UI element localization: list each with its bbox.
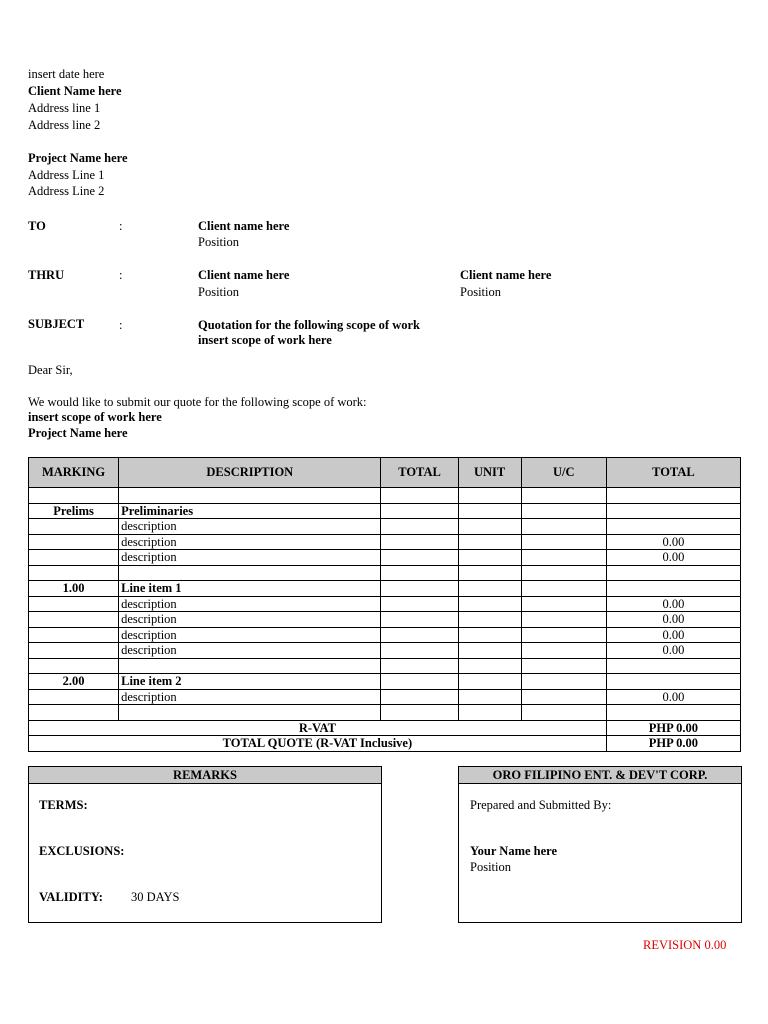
table-row <box>29 596 741 612</box>
project-address-2: Address Line 2 <box>28 184 105 198</box>
row-total-qty <box>381 534 458 550</box>
row-marking <box>29 565 119 581</box>
row-total-amount: 0.00 <box>606 643 740 659</box>
scope-text: insert scope of work here <box>28 410 162 424</box>
row-unit-cost <box>521 627 606 643</box>
row-total-qty <box>381 565 458 581</box>
row-total-qty <box>381 674 458 690</box>
row-total-qty <box>381 689 458 705</box>
row-unit-cost <box>521 596 606 612</box>
table-row <box>29 550 741 566</box>
header-unit-cost: U/C <box>521 458 606 488</box>
intro-text: We would like to submit our quote for the following scope of work: <box>28 395 367 409</box>
row-unit-cost <box>521 534 606 550</box>
row-description: description <box>119 534 381 550</box>
table-row <box>29 643 741 659</box>
validity-label: VALIDITY: <box>39 890 103 904</box>
to-colon: : <box>119 219 123 233</box>
row-total-qty <box>381 503 458 519</box>
row-total-amount: 0.00 <box>606 689 740 705</box>
row-unit <box>458 705 521 721</box>
project-address-1: Address Line 1 <box>28 168 105 182</box>
row-description: Line item 1 <box>119 581 381 597</box>
row-unit-cost <box>521 643 606 659</box>
row-unit <box>458 643 521 659</box>
row-marking <box>29 488 119 504</box>
client-address-1: Address line 1 <box>28 101 101 115</box>
preparer-position: Position <box>470 860 511 874</box>
row-unit <box>458 658 521 674</box>
table-row <box>29 565 741 581</box>
rvat-label: R-VAT <box>29 720 607 736</box>
to-label: TO <box>28 219 46 233</box>
header-total-qty: TOTAL <box>381 458 458 488</box>
row-total-amount <box>606 658 740 674</box>
row-total-qty <box>381 705 458 721</box>
row-unit <box>458 534 521 550</box>
header-unit: UNIT <box>458 458 521 488</box>
row-unit-cost <box>521 705 606 721</box>
row-total-amount: 0.00 <box>606 534 740 550</box>
thru-colon: : <box>119 268 123 282</box>
subject-line-2: insert scope of work here <box>198 333 332 347</box>
row-marking <box>29 612 119 628</box>
row-unit <box>458 627 521 643</box>
header-description: DESCRIPTION <box>119 458 381 488</box>
row-total-qty <box>381 596 458 612</box>
row-marking <box>29 689 119 705</box>
grand-total-label: TOTAL QUOTE (R-VAT Inclusive) <box>29 736 607 752</box>
row-marking: 2.00 <box>29 674 119 690</box>
row-total-amount: 0.00 <box>606 596 740 612</box>
terms-label: TERMS: <box>39 798 88 812</box>
date-line: insert date here <box>28 67 105 81</box>
row-description: description <box>119 596 381 612</box>
row-total-amount <box>606 519 740 535</box>
to-name: Client name here <box>198 219 290 233</box>
preparer-name: Your Name here <box>470 844 558 858</box>
row-marking <box>29 519 119 535</box>
project-name: Project Name here <box>28 151 128 165</box>
header-marking: MARKING <box>29 458 119 488</box>
row-total-qty <box>381 658 458 674</box>
client-address-2: Address line 2 <box>28 118 101 132</box>
row-description: description <box>119 550 381 566</box>
row-marking: Prelims <box>29 503 119 519</box>
table-row <box>29 705 741 721</box>
row-unit-cost <box>521 581 606 597</box>
table-header-row <box>29 458 741 488</box>
exclusions-label: EXCLUSIONS: <box>39 844 125 858</box>
row-total-amount <box>606 565 740 581</box>
row-total-qty <box>381 627 458 643</box>
row-unit <box>458 519 521 535</box>
table-row <box>29 581 741 597</box>
row-total-amount <box>606 503 740 519</box>
header-total-amount: TOTAL <box>606 458 740 488</box>
row-marking: 1.00 <box>29 581 119 597</box>
prepared-by: Prepared and Submitted By: <box>470 798 612 812</box>
row-unit-cost <box>521 503 606 519</box>
project-text: Project Name here <box>28 426 128 440</box>
remarks-title: REMARKS <box>29 767 381 784</box>
row-unit-cost <box>521 689 606 705</box>
rvat-row <box>29 720 741 736</box>
row-unit <box>458 581 521 597</box>
row-unit <box>458 674 521 690</box>
grand-total-row <box>29 736 741 752</box>
row-marking <box>29 627 119 643</box>
row-unit-cost <box>521 519 606 535</box>
grand-total-value: PHP 0.00 <box>606 736 740 752</box>
row-total-amount <box>606 581 740 597</box>
row-description: Preliminaries <box>119 503 381 519</box>
row-total-amount <box>606 674 740 690</box>
row-description: description <box>119 627 381 643</box>
thru-label: THRU <box>28 268 65 282</box>
row-description <box>119 705 381 721</box>
row-description <box>119 565 381 581</box>
row-unit <box>458 503 521 519</box>
row-marking <box>29 658 119 674</box>
row-marking <box>29 596 119 612</box>
row-description: description <box>119 689 381 705</box>
table-row <box>29 627 741 643</box>
row-description <box>119 658 381 674</box>
row-total-amount <box>606 488 740 504</box>
row-marking <box>29 550 119 566</box>
row-total-qty <box>381 488 458 504</box>
table-row <box>29 488 741 504</box>
row-unit <box>458 488 521 504</box>
row-unit-cost <box>521 565 606 581</box>
row-description: description <box>119 612 381 628</box>
to-position: Position <box>198 235 239 249</box>
row-unit <box>458 612 521 628</box>
company-box <box>458 766 742 923</box>
revision-label: REVISION 0.00 <box>643 938 727 952</box>
table-row <box>29 503 741 519</box>
row-total-amount: 0.00 <box>606 550 740 566</box>
client-name: Client Name here <box>28 84 122 98</box>
thru-position-1: Position <box>198 285 239 299</box>
rvat-value: PHP 0.00 <box>606 720 740 736</box>
row-unit <box>458 596 521 612</box>
thru-position-2: Position <box>460 285 501 299</box>
row-total-qty <box>381 550 458 566</box>
row-unit-cost <box>521 612 606 628</box>
row-total-amount: 0.00 <box>606 627 740 643</box>
row-unit-cost <box>521 550 606 566</box>
company-title: ORO FILIPINO ENT. & DEV'T CORP. <box>459 767 741 784</box>
row-total-amount <box>606 705 740 721</box>
remarks-box <box>28 766 382 923</box>
row-unit-cost <box>521 658 606 674</box>
row-total-qty <box>381 581 458 597</box>
thru-name-1: Client name here <box>198 268 290 282</box>
table-row <box>29 612 741 628</box>
subject-colon: : <box>119 318 123 332</box>
row-unit-cost <box>521 674 606 690</box>
row-unit-cost <box>521 488 606 504</box>
row-total-qty <box>381 519 458 535</box>
row-total-qty <box>381 612 458 628</box>
row-unit <box>458 689 521 705</box>
quote-table <box>28 457 741 752</box>
table-row <box>29 519 741 535</box>
row-total-qty <box>381 643 458 659</box>
subject-label: SUBJECT <box>28 317 85 331</box>
table-row <box>29 674 741 690</box>
row-marking <box>29 705 119 721</box>
subject-line-1: Quotation for the following scope of work <box>198 318 420 332</box>
validity-value: 30 DAYS <box>131 890 180 904</box>
row-description: description <box>119 519 381 535</box>
table-row <box>29 658 741 674</box>
table-row <box>29 689 741 705</box>
row-marking <box>29 534 119 550</box>
row-total-amount: 0.00 <box>606 612 740 628</box>
table-row <box>29 534 741 550</box>
row-unit <box>458 550 521 566</box>
row-description <box>119 488 381 504</box>
row-marking <box>29 643 119 659</box>
row-description: Line item 2 <box>119 674 381 690</box>
row-description: description <box>119 643 381 659</box>
salutation: Dear Sir, <box>28 363 73 377</box>
thru-name-2: Client name here <box>460 268 552 282</box>
row-unit <box>458 565 521 581</box>
